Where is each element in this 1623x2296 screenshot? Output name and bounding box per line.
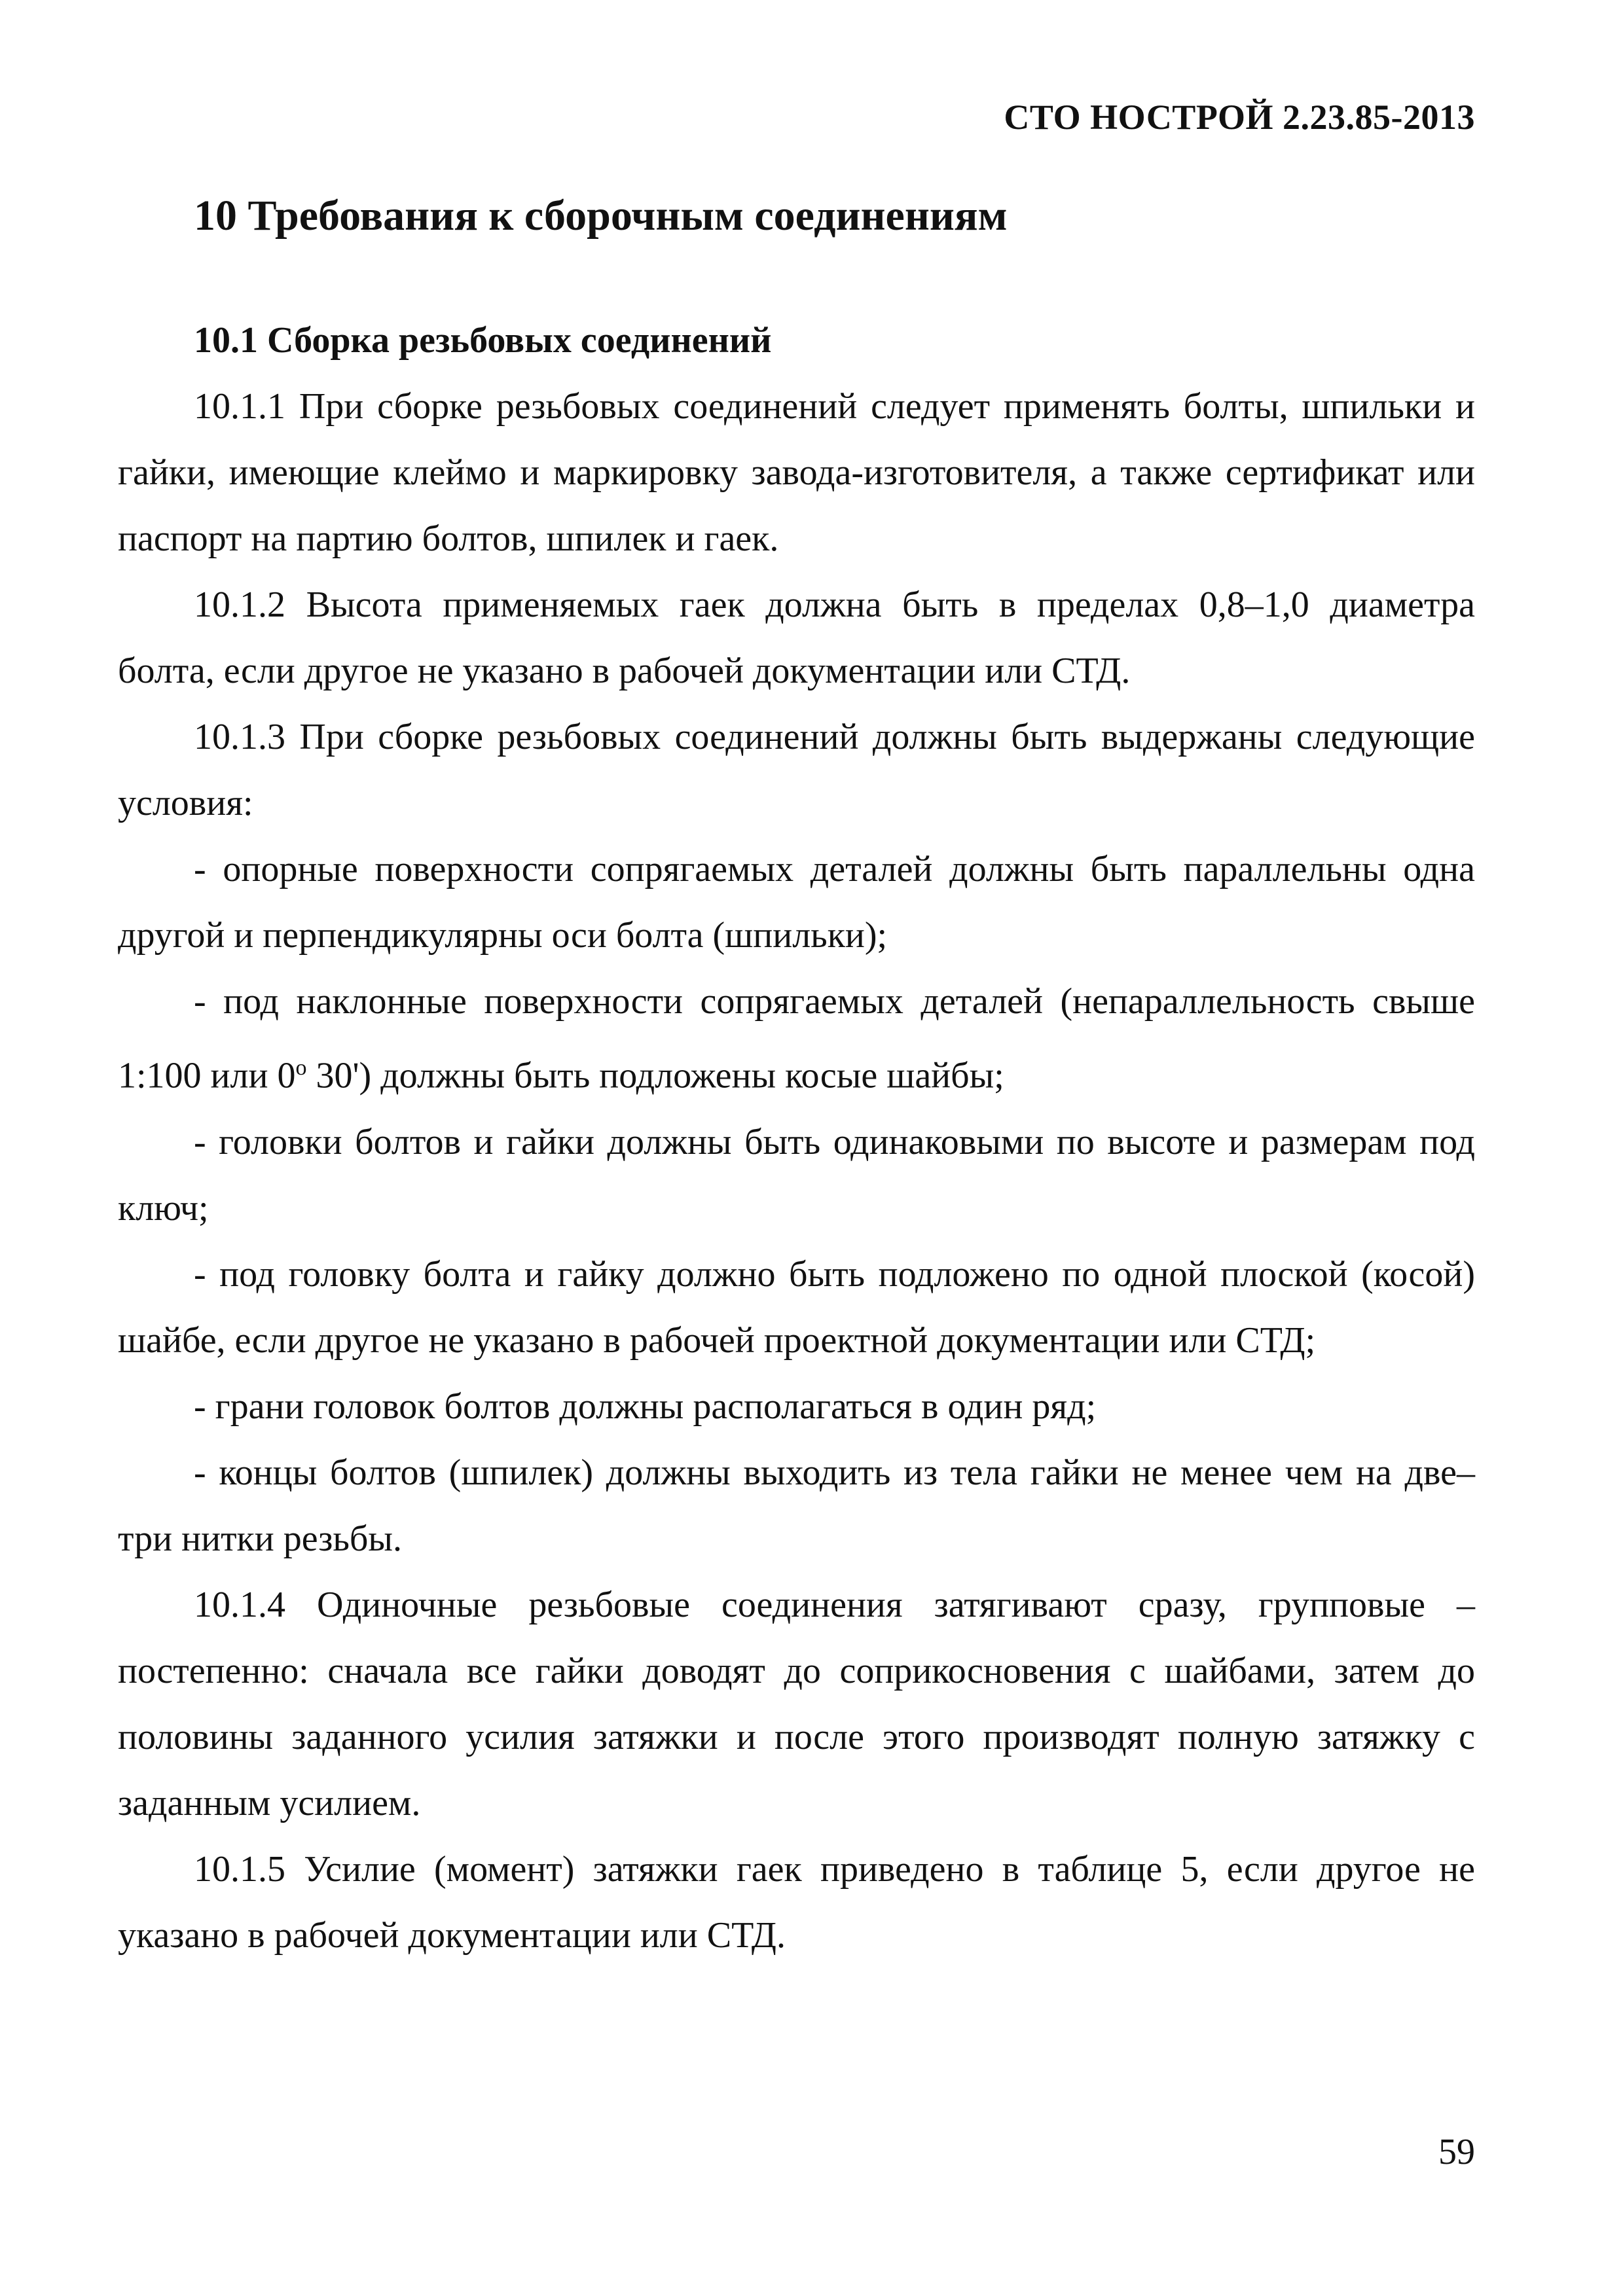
list-item-bolt-ends: - концы болтов (шпилек) должны выходить из тела гайки не менее чем на две–три нитки резьбы.	[118, 1452, 1475, 1559]
paragraph-10-1-5: 10.1.5 Усилие (момент) затяжки гаек приведено в таблице 5, если другое не указано в рабочей документации или СТД.	[118, 1848, 1475, 1956]
paragraph-10-1-4: 10.1.4 Одиночные резьбовые соединения затягивают сразу, групповые – постепенно: сначала все гайки доводят до соприкосновения с шайбами, затем до половины заданного усилия затяжки и после этого производят полную затяжку с заданным усилием.	[118, 1584, 1475, 1823]
page-number: 59	[1438, 2132, 1475, 2172]
paragraph-10-1-2: 10.1.2 Высота применяемых гаек должна быть в пределах 0,8–1,0 диаметра болта, если другое не указано в рабочей документации или СТД.	[118, 584, 1475, 691]
list-item-inclined-surfaces-text-start: - под наклонные поверхности сопрягаемых деталей (непараллельность свыше 1:100 или 0	[118, 981, 1475, 1096]
paragraph-10-1-3: 10.1.3 При сборке резьбовых соединений должны быть выдержаны следующие условия:	[118, 717, 1475, 823]
list-item-bearing-surfaces: - опорные поверхности сопрягаемых деталей должны быть параллельны одна другой и перпендикулярны оси болта (шпильки);	[118, 849, 1475, 956]
degree-superscript: о	[295, 1056, 307, 1080]
section-title: 10 Требования к сборочным соединениям	[194, 192, 1008, 240]
list-item-bolt-heads: - головки болтов и гайки должны быть одинаковыми по высоте и размерам под ключ;	[118, 1121, 1475, 1229]
subsection-title: 10.1 Сборка резьбовых соединений	[194, 320, 772, 361]
list-item-washers: - под головку болта и гайку должно быть подложено по одной плоской (косой) шайбе, если другое не указано в рабочей проектной документации или СТД;	[118, 1253, 1475, 1361]
list-item-inclined-surfaces	[118, 969, 1475, 1109]
document-code-header: СТО НОСТРОЙ 2.23.85-2013	[1004, 98, 1475, 137]
document-body	[118, 308, 1475, 1969]
paragraph-10-1-1: 10.1.1 При сборке резьбовых соединений следует применять болты, шпильки и гайки, имеющие клеймо и маркировку завода-изготовителя, а также сертификат или паспорт на партию болтов, шпилек и гаек.	[118, 386, 1475, 559]
list-item-inclined-surfaces-text-end: 30') должны быть подложены косые шайбы;	[306, 1055, 1004, 1096]
list-item-head-faces: - грани головок болтов должны располагаться в один ряд;	[194, 1386, 1097, 1427]
